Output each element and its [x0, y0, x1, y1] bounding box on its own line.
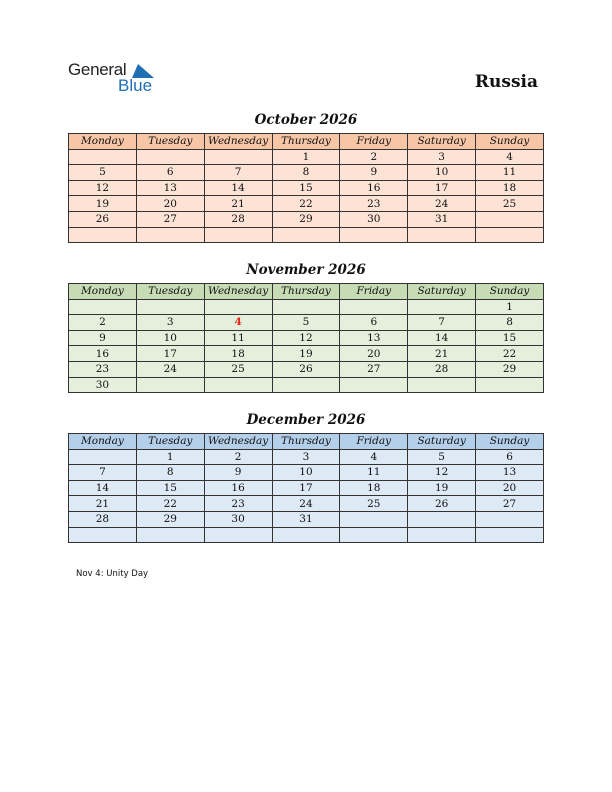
- day-cell: 12: [408, 465, 476, 481]
- week-row: [69, 180, 544, 196]
- weekday-label: Monday: [69, 434, 137, 450]
- week-row: [69, 527, 544, 543]
- day-cell: 27: [136, 211, 204, 227]
- day-cell: 16: [340, 180, 408, 196]
- day-cell: 23: [204, 496, 272, 512]
- day-cell: 5: [408, 449, 476, 465]
- day-cell: [136, 299, 204, 315]
- day-cell: [204, 149, 272, 165]
- week-row: [69, 361, 544, 377]
- day-cell: 2: [69, 315, 137, 331]
- weekday-label: Sunday: [476, 284, 544, 300]
- day-cell: [476, 227, 544, 243]
- day-cell: 3: [408, 149, 476, 165]
- weekday-label: Friday: [340, 134, 408, 150]
- day-cell: 5: [272, 315, 340, 331]
- weekday-label: Thursday: [272, 284, 340, 300]
- day-cell: 24: [136, 361, 204, 377]
- day-cell: 8: [136, 465, 204, 481]
- day-cell: 10: [136, 330, 204, 346]
- day-cell: 29: [476, 361, 544, 377]
- day-cell: 31: [272, 511, 340, 527]
- day-cell: 24: [408, 196, 476, 212]
- day-cell: 15: [136, 480, 204, 496]
- day-cell: 8: [272, 165, 340, 181]
- day-cell: 11: [204, 330, 272, 346]
- holiday-day-cell: 4: [204, 315, 272, 331]
- day-cell: [408, 511, 476, 527]
- day-cell: 2: [340, 149, 408, 165]
- day-cell: [204, 299, 272, 315]
- day-cell: 21: [408, 346, 476, 362]
- calendar-october: [68, 133, 544, 243]
- day-cell: 6: [136, 165, 204, 181]
- week-row: [69, 211, 544, 227]
- day-cell: 13: [476, 465, 544, 481]
- weekday-label: Thursday: [272, 434, 340, 450]
- holiday-note: Nov 4: Unity Day: [76, 569, 149, 579]
- day-cell: 7: [69, 465, 137, 481]
- calendar-december: [68, 433, 544, 543]
- day-cell: 16: [69, 346, 137, 362]
- day-cell: [476, 211, 544, 227]
- day-cell: 30: [69, 377, 137, 393]
- week-row: [69, 299, 544, 315]
- weekday-label: Wednesday: [204, 134, 272, 150]
- weekday-label: Friday: [340, 284, 408, 300]
- day-cell: 23: [340, 196, 408, 212]
- day-cell: 29: [272, 211, 340, 227]
- day-cell: 13: [340, 330, 408, 346]
- day-cell: [204, 227, 272, 243]
- day-cell: 2: [204, 449, 272, 465]
- day-cell: 26: [408, 496, 476, 512]
- day-cell: 22: [476, 346, 544, 362]
- weekday-label: Tuesday: [136, 434, 204, 450]
- weekday-label: Monday: [69, 284, 137, 300]
- weekday-label: Tuesday: [136, 134, 204, 150]
- weekday-header-row: [69, 284, 544, 300]
- week-row: [69, 165, 544, 181]
- day-cell: [136, 527, 204, 543]
- week-row: [69, 196, 544, 212]
- day-cell: [69, 149, 137, 165]
- weekday-label: Tuesday: [136, 284, 204, 300]
- day-cell: 22: [136, 496, 204, 512]
- month-title-december: December 2026: [246, 412, 366, 428]
- day-cell: 14: [204, 180, 272, 196]
- day-cell: [476, 527, 544, 543]
- day-cell: [272, 227, 340, 243]
- weekday-label: Sunday: [476, 434, 544, 450]
- weekday-label: Wednesday: [204, 434, 272, 450]
- day-cell: 19: [69, 196, 137, 212]
- day-cell: 27: [340, 361, 408, 377]
- week-row: [69, 465, 544, 481]
- day-cell: 16: [204, 480, 272, 496]
- day-cell: [136, 377, 204, 393]
- day-cell: 30: [340, 211, 408, 227]
- weekday-label: Monday: [69, 134, 137, 150]
- week-row: [69, 346, 544, 362]
- day-cell: 18: [340, 480, 408, 496]
- weekday-label: Friday: [340, 434, 408, 450]
- week-row: [69, 511, 544, 527]
- logo-text-blue: Blue: [118, 76, 153, 95]
- day-cell: [408, 299, 476, 315]
- weekday-label: Saturday: [408, 284, 476, 300]
- holiday-notes: [76, 569, 148, 579]
- day-cell: [476, 377, 544, 393]
- week-row: [69, 149, 544, 165]
- week-row: [69, 315, 544, 331]
- country-name: Russia: [474, 72, 538, 92]
- day-cell: [408, 377, 476, 393]
- day-cell: [136, 149, 204, 165]
- week-row: [69, 449, 544, 465]
- day-cell: [69, 527, 137, 543]
- day-cell: 9: [69, 330, 137, 346]
- day-cell: 12: [69, 180, 137, 196]
- day-cell: [340, 527, 408, 543]
- logo: [68, 60, 168, 96]
- day-cell: 23: [69, 361, 137, 377]
- day-cell: 1: [272, 149, 340, 165]
- day-cell: 8: [476, 315, 544, 331]
- day-cell: 6: [476, 449, 544, 465]
- day-cell: 20: [476, 480, 544, 496]
- day-cell: 19: [272, 346, 340, 362]
- day-cell: [272, 299, 340, 315]
- day-cell: [476, 511, 544, 527]
- day-cell: 10: [272, 465, 340, 481]
- day-cell: 17: [408, 180, 476, 196]
- day-cell: 21: [204, 196, 272, 212]
- day-cell: [204, 527, 272, 543]
- day-cell: 17: [136, 346, 204, 362]
- day-cell: 3: [272, 449, 340, 465]
- weekday-header-row: [69, 434, 544, 450]
- day-cell: 18: [476, 180, 544, 196]
- day-cell: 26: [272, 361, 340, 377]
- day-cell: 25: [476, 196, 544, 212]
- day-cell: 24: [272, 496, 340, 512]
- day-cell: 11: [340, 465, 408, 481]
- weekday-label: Saturday: [408, 134, 476, 150]
- week-row: [69, 330, 544, 346]
- day-cell: 3: [136, 315, 204, 331]
- day-cell: 28: [69, 511, 137, 527]
- month-title-october: October 2026: [254, 112, 358, 128]
- day-cell: 20: [136, 196, 204, 212]
- day-cell: [204, 377, 272, 393]
- day-cell: [408, 527, 476, 543]
- day-cell: 7: [408, 315, 476, 331]
- day-cell: 25: [340, 496, 408, 512]
- day-cell: [136, 227, 204, 243]
- day-cell: 17: [272, 480, 340, 496]
- day-cell: 22: [272, 196, 340, 212]
- weekday-label: Wednesday: [204, 284, 272, 300]
- weekday-label: Saturday: [408, 434, 476, 450]
- day-cell: 1: [136, 449, 204, 465]
- day-cell: 14: [69, 480, 137, 496]
- day-cell: 14: [408, 330, 476, 346]
- month-title-november: November 2026: [246, 262, 366, 278]
- day-cell: [69, 299, 137, 315]
- day-cell: 9: [204, 465, 272, 481]
- day-cell: 6: [340, 315, 408, 331]
- day-cell: 15: [272, 180, 340, 196]
- weekday-header-row: [69, 134, 544, 150]
- day-cell: 15: [476, 330, 544, 346]
- day-cell: 11: [476, 165, 544, 181]
- week-row: [69, 496, 544, 512]
- day-cell: 28: [204, 211, 272, 227]
- weekday-label: Sunday: [476, 134, 544, 150]
- week-row: [69, 377, 544, 393]
- day-cell: 29: [136, 511, 204, 527]
- day-cell: [408, 227, 476, 243]
- day-cell: 27: [476, 496, 544, 512]
- day-cell: 7: [204, 165, 272, 181]
- logo-text-general: General: [68, 60, 127, 79]
- day-cell: 30: [204, 511, 272, 527]
- day-cell: 21: [69, 496, 137, 512]
- day-cell: [69, 227, 137, 243]
- day-cell: [272, 527, 340, 543]
- day-cell: [340, 299, 408, 315]
- week-row: [69, 480, 544, 496]
- day-cell: 20: [340, 346, 408, 362]
- day-cell: [340, 377, 408, 393]
- day-cell: 10: [408, 165, 476, 181]
- day-cell: 12: [272, 330, 340, 346]
- day-cell: 4: [476, 149, 544, 165]
- weekday-label: Thursday: [272, 134, 340, 150]
- day-cell: 31: [408, 211, 476, 227]
- day-cell: 4: [340, 449, 408, 465]
- day-cell: [340, 227, 408, 243]
- day-cell: [340, 511, 408, 527]
- day-cell: 19: [408, 480, 476, 496]
- day-cell: 18: [204, 346, 272, 362]
- week-row: [69, 227, 544, 243]
- calendar-november: [68, 283, 544, 393]
- day-cell: 13: [136, 180, 204, 196]
- day-cell: 26: [69, 211, 137, 227]
- day-cell: [69, 449, 137, 465]
- day-cell: [272, 377, 340, 393]
- day-cell: 5: [69, 165, 137, 181]
- day-cell: 28: [408, 361, 476, 377]
- day-cell: 1: [476, 299, 544, 315]
- day-cell: 9: [340, 165, 408, 181]
- day-cell: 25: [204, 361, 272, 377]
